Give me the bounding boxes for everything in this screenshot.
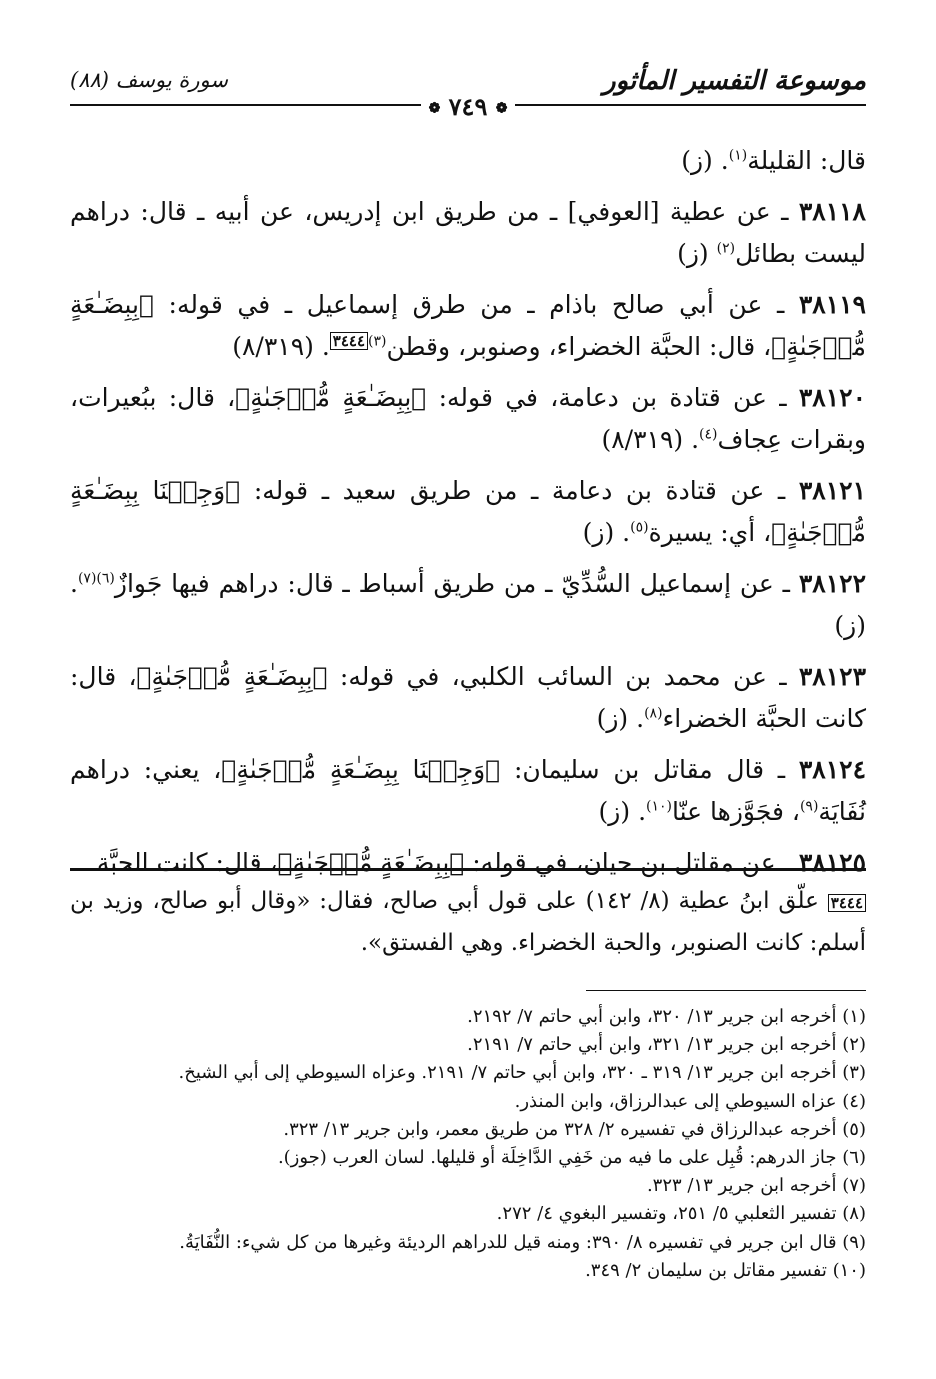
entry-number: ٣٨١٢٥ — [798, 848, 866, 877]
footnote: (١) أخرجه ابن جرير ١٣/ ٣٢٠، وابن أبي حاتم ٧/ ٢١٩٢. — [467, 1006, 866, 1027]
note-separator — [70, 868, 866, 871]
footnote: (١٠) تفسير مقاتل بن سليمان ٢/ ٣٤٩. — [585, 1259, 866, 1281]
entry-number: ٣٨١١٩ — [798, 290, 866, 319]
entry-number: ٣٨١٢١ — [798, 476, 866, 505]
footnote: (٥) أخرجه عبدالرزاق في تفسيره ٢/ ٣٢٨ من طريق معمر، وابن جرير ١٣/ ٣٢٣. — [283, 1118, 866, 1140]
footnote: (٤) عزاه السيوطي إلى عبدالرزاق، وابن المنذر. — [514, 1090, 866, 1112]
footnotes — [70, 1003, 866, 1285]
surah-label: سورة يوسف (٨٨) — [70, 68, 228, 92]
page-header — [70, 62, 866, 122]
entry: ٣٨١١٨ ـ عن عطية [العوفي] ـ من طريق ابن إدريس، عن أبيه ـ قال: دراهم ليست بطائل$^{(٢)}$ (ز) — [70, 197, 866, 268]
entry: ٣٨١٢١ ـ عن قتادة بن دعامة ـ من طريق سعيد ـ قوله: ﴿وَجِئۡنَا بِبِضَـٰعَةٍ مُّزۡجَىٰةٍ﴾، أي: يسيرة$^{(٥)}$. (ز) — [70, 476, 866, 547]
entry: ٣٨١٢٠ ـ عن قتادة بن دعامة، في قوله: ﴿بِبِضَـٰعَةٍ مُّزۡجَىٰةٍ﴾، قال: ببُعيرات، وبقرات عِجاف$^{(٤)}$. (٨/٣١٩) — [70, 383, 866, 454]
footnote: (٧) أخرجه ابن جرير ١٣/ ٣٢٣. — [646, 1175, 866, 1197]
editor-note-marker: ٣٤٤٤ — [330, 332, 368, 350]
ornament-icon: ❁ — [495, 100, 508, 117]
entry: ٣٨١٢٤ ـ قال مقاتل بن سليمان: ﴿وَجِئۡنَا بِبِضَـٰعَةٍ مُّزۡجَىٰةٍ﴾، يعني: دراهم نُفَايَة$^{(٩)}$، فجَوَّزها عنّا$^{(١٠)}$. (ز) — [70, 755, 866, 826]
footnote: (٦) جاز الدرهم: قُبِل على ما فيه من خَفِي الدَّاخِلَة أو قليلها. لسان العرب (جوز). — [277, 1147, 866, 1169]
footnote: (٨) تفسير الثعلبي ٥/ ٢٥١، وتفسير البغوي ٤/ ٢٧٢. — [496, 1203, 866, 1225]
book-title: موسوعة التفسير المأثور — [603, 66, 866, 96]
entry-number: ٣٨١٢٢ — [798, 569, 866, 598]
footnote-separator — [586, 990, 866, 991]
editor-note-marker: ٣٤٤٤ — [828, 894, 866, 912]
entry: ٣٨١١٩ ـ عن أبي صالح باذام ـ من طرق إسماعيل ـ في قوله: ﴿بِبِضَـٰعَةٍ مُّزۡجَىٰةٍ﴾، قال: الحبَّة الخضراء، وصنوبر، وقطن$^{(٣)}$٣٤٤٤. (٨/٣١٩) — [70, 290, 866, 361]
entry-number: ٣٨١٢٠ — [798, 383, 866, 412]
entry-number: ٣٨١٢٤ — [798, 755, 866, 784]
entry: ٣٨١٢٢ ـ عن إسماعيل السُّدِّيّ ـ من طريق أسباط ـ قال: دراهم فيها جَوازٌ$^{(٦)(٧)}$. (ز) — [70, 569, 866, 640]
main-text — [70, 140, 866, 893]
ornament-icon: ❁ — [428, 100, 441, 117]
entry-number: ٣٨١١٨ — [798, 197, 866, 226]
editor-note: ٣٤٤٤ علّق ابنُ عطية (٨/ ١٤٢) على قول أبي صالح، فقال: «وقال أبو صالح، وزيد بن أسلم: كانت الصنوبر، والحبة الخضراء. وهي الفستق». — [70, 888, 866, 956]
entry-number: ٣٨١٢٣ — [798, 662, 867, 691]
footnote: (٣) أخرجه ابن جرير ١٣/ ٣١٩ ـ ٣٢٠، وابن أبي حاتم ٧/ ٢١٩١. وعزاه السيوطي إلى أبي الشيخ. — [178, 1062, 866, 1084]
entry: ٣٨١٢٥ ـ عن مقاتل بن حيان، في قوله: ﴿بِبِضَـٰعَةٍ مُّزۡجَىٰةٍ﴾، قال: كانت الحبَّة — [96, 848, 866, 877]
footnote: (٩) قال ابن جرير في تفسيره ٨/ ٣٩٠: ومنه قيل للدراهم الرديئة وغيرها من كل شيء: النُّفَايَةُ. — [179, 1231, 866, 1253]
entry: قال: القليلة$^{(١)}$. (ز) — [681, 146, 866, 175]
entry: ٣٨١٢٣ ـ عن محمد بن السائب الكلبي، في قوله: ﴿بِبِضَـٰعَةٍ مُّزۡجَىٰةٍ﴾، قال: كانت الحبَّة الخضراء$^{(٨)}$. (ز) — [70, 662, 867, 733]
page-number: ❁ ٧٤٩ ❁ — [421, 92, 516, 121]
footnote: (٢) أخرجه ابن جرير ١٣/ ٣٢١، وابن أبي حاتم ٧/ ٢١٩١. — [467, 1034, 866, 1056]
